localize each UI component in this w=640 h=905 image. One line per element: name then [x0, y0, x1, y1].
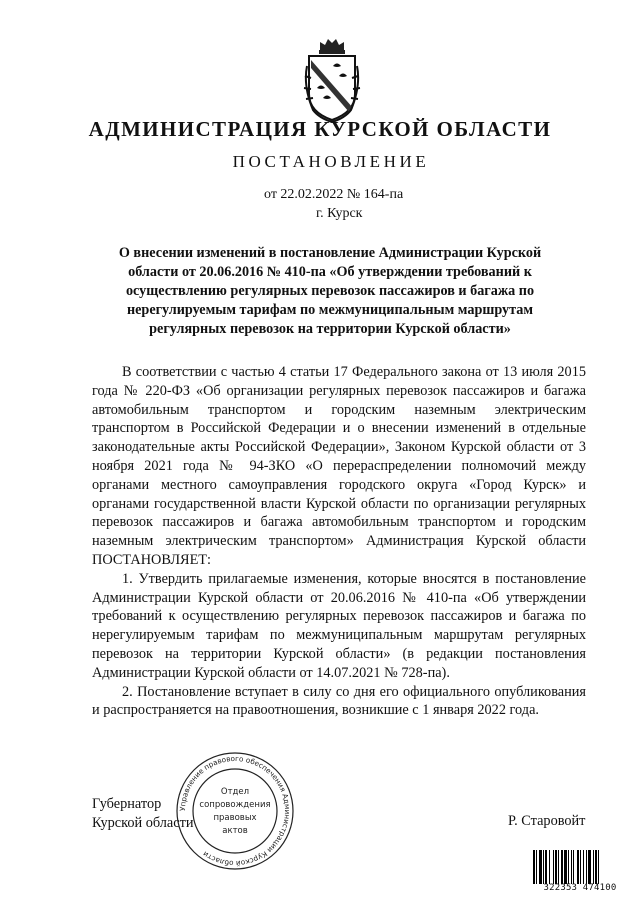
barcode-bar	[571, 850, 572, 884]
stamp-line: правовых	[213, 813, 257, 823]
barcode-bar	[543, 850, 544, 884]
barcode-bar	[593, 850, 594, 884]
barcode-bar	[568, 850, 569, 884]
document-city: г. Курск	[316, 206, 363, 221]
barcode-number: 322353 474100	[543, 883, 617, 893]
stamp-line: Отдел	[220, 787, 250, 797]
body-paragraph: 1. Утвердить прилагаемые изменения, которые вносятся в постановление Администрации Курской области от 20.06.2016 № 410-па «Об утверждении требований к осуществлению регулярных перевозок пассажиров и багажа по нерегулируемым тарифам по межмуниципальным маршрутам регулярных перевозок на территории Курской области» (в редакции постановления Администрации Курской области от 14.07.2021 № 728-па).	[92, 570, 586, 681]
stamp-line: сопровождения	[199, 800, 271, 810]
barcode-bar	[586, 850, 587, 884]
document-date-number: от 22.02.2022 № 164-па	[264, 187, 404, 202]
barcode-bar	[573, 850, 574, 884]
stamp-line: актов	[222, 826, 248, 836]
organization-title: АДМИНИСТРАЦИЯ КУРСКОЙ ОБЛАСТИ	[88, 117, 552, 141]
barcode-bar	[577, 850, 579, 884]
barcode-bar	[536, 850, 537, 884]
barcode-bar	[558, 850, 559, 884]
document-type: ПОСТАНОВЛЕНИЕ	[232, 152, 430, 171]
body-paragraph: В соответствии с частью 4 статьи 17 Федерального закона от 13 июля 2015 года № 220-ФЗ «Об организации регулярных перевозок пассажиров и багажа автомобильным транспортом и городским наземным электрическим транспортом в Российской Федерации и о внесении изменений в отдельные законодательные акты Российской Федерации», Законом Курской области от 3 ноября 2021 года № 94-ЗКО «О перераспределении полномочий между органами местного самоуправления городского округа «Город Курск» и органами государственной власти Курской области по организации регулярных перевозок пассажиров и багажа автомобильным транспортом и городским наземным электрическим транспортом» Администрация Курской области ПОСТАНОВЛЯЕТ:	[92, 364, 586, 568]
barcode-bar	[564, 850, 567, 884]
document-subject: О внесении изменений в постановление Администрации Курской области от 20.06.2016 № 410-па «Об утверждении требований к осуществлению регулярных перевозок пассажиров и багажа по нерегулируемым тарифам по межмуниципальным маршрутам регулярных перевозок на территории Курской области»	[118, 245, 542, 337]
barcode-bar	[553, 850, 554, 884]
barcode-bar	[595, 850, 597, 884]
official-stamp	[170, 752, 300, 870]
barcode-bar	[545, 850, 547, 884]
barcode-bar	[549, 850, 550, 884]
signatory-position-line: Губернатор	[92, 796, 162, 812]
barcode-bar	[583, 850, 584, 884]
barcode-bar	[539, 850, 542, 884]
barcode-bar	[580, 850, 581, 884]
signatory-name: Р. Старовойт	[508, 813, 586, 829]
signatory-position-line: Курской области	[92, 815, 194, 831]
barcode-bar	[588, 850, 591, 884]
barcode-bar	[561, 850, 563, 884]
stamp-ring-path-text: Управление правового обеспечения Администрации Курской области	[177, 753, 293, 869]
barcode-bar	[555, 850, 557, 884]
barcode	[532, 850, 628, 884]
coat-of-arms-icon	[303, 36, 361, 124]
barcode-bar	[598, 850, 599, 884]
body-paragraph: 2. Постановление вступает в силу со дня его официального опубликования и распространяется на правоотношения, возникшие с 1 января 2022 года.	[92, 683, 586, 719]
document-body	[92, 363, 586, 720]
stamp-ring-text	[178, 754, 292, 868]
barcode-bar	[533, 850, 535, 884]
